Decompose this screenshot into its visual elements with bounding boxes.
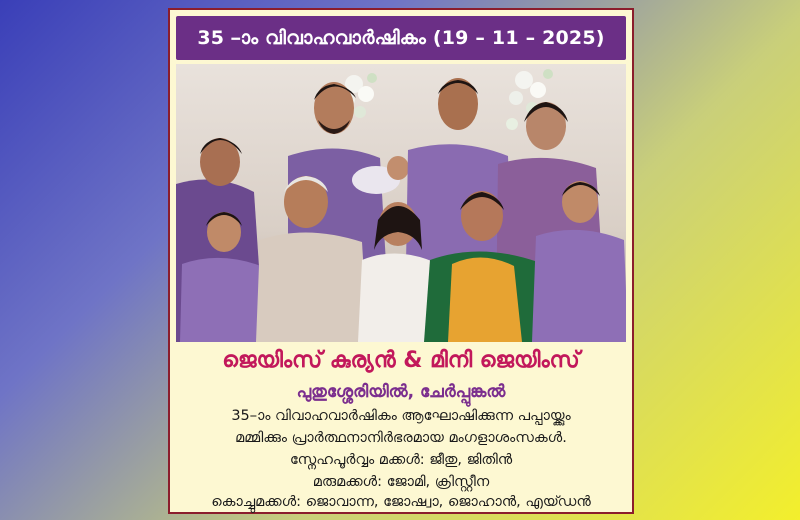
family-photo bbox=[176, 64, 626, 342]
title-bar bbox=[176, 16, 626, 60]
message-line-3: സ്നേഹപൂർവ്വം മക്കൾ: ജീതു, ജിതിൻ bbox=[289, 452, 513, 468]
family-photo-illustration bbox=[176, 64, 626, 342]
message-line-5: കൊച്ചുമക്കൾ: ജൊവാന്ന, ജോഷ്വാ, ജൊഹാൻ, എയ്ഡൻ bbox=[211, 494, 591, 510]
message-line-2: മമ്മിക്കും പ്രാർത്ഥനാനിർഭരമായ മംഗളാശംസകൾ. bbox=[235, 430, 567, 446]
house-name: പുതുശ്ശേരിയിൽ, ചേർപ്പുങ്കൽ bbox=[296, 382, 506, 402]
person-man-back-right bbox=[406, 78, 512, 264]
message-line-4: മരുമക്കൾ: ജോമി, ക്രിസ്റ്റീന bbox=[312, 474, 490, 490]
message-line-1: 35–ാം വിവാഹവാർഷികം ആഘോഷിക്കുന്ന പപ്പായ്ക്കും bbox=[231, 408, 571, 424]
couple-names: ജെയിംസ് കുര്യൻ & മിനി ജെയിംസ് bbox=[222, 348, 580, 373]
anniversary-card bbox=[168, 8, 634, 514]
card-title: 35 –ാം വിവാഹവാർഷികം (19 – 11 – 2025) bbox=[197, 27, 605, 49]
